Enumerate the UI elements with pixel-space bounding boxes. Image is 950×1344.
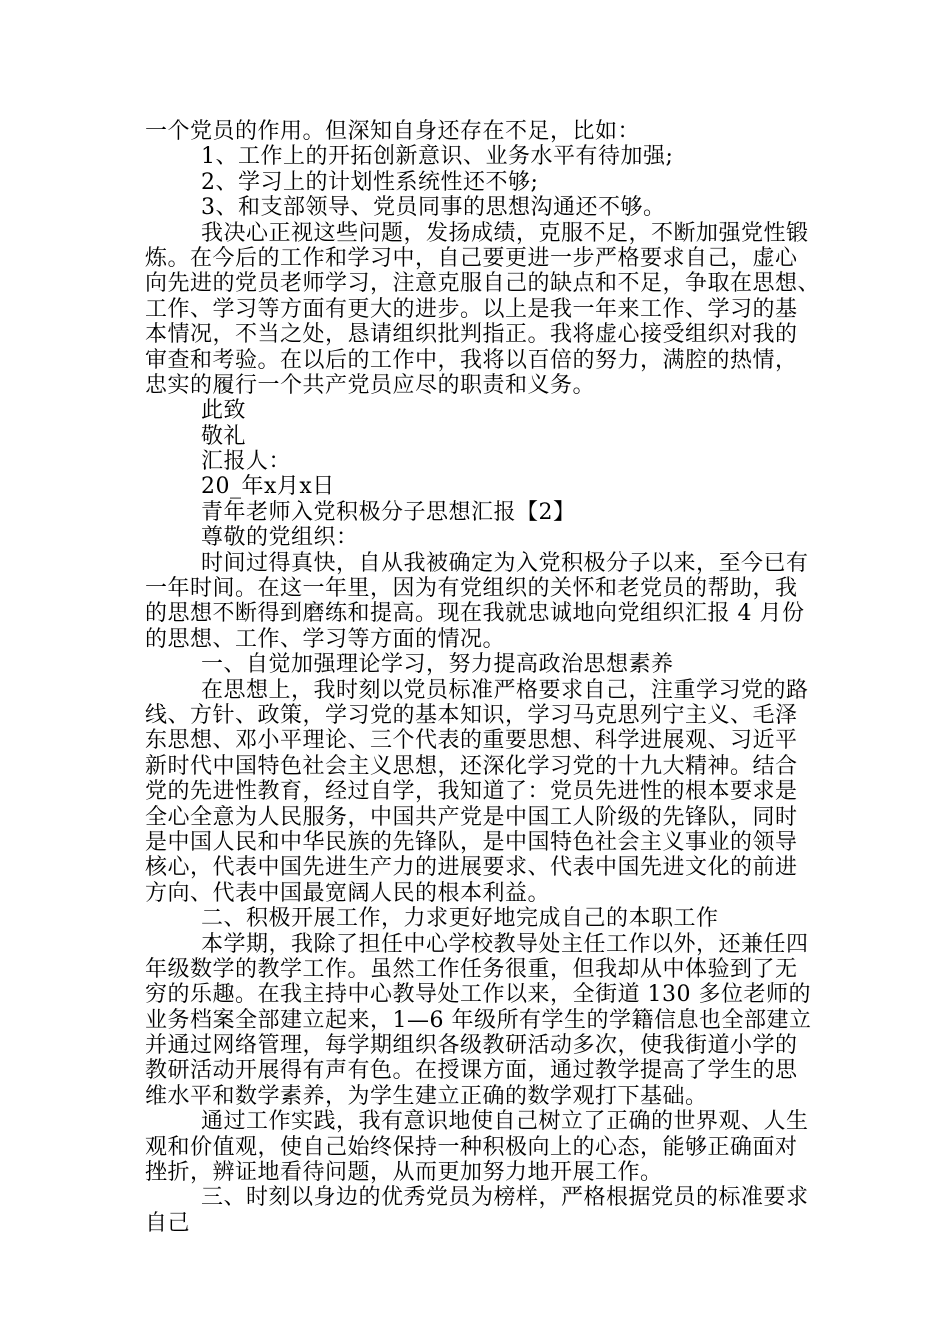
text-line: 三、时刻以身边的优秀党员为榜样，严格根据党员的标准要求 <box>201 1185 809 1211</box>
text-line: 青年老师入党积极分子思想汇报【2】 <box>201 499 576 525</box>
text-line: 本情况，不当之处，恳请组织批判指正。我将虚心接受组织对我的 <box>145 322 798 348</box>
text-line: 线、方针、政策，学习党的基本知识，学习马克思列宁主义、毛泽 <box>145 702 798 728</box>
text-line: 全心全意为人民服务，中国共产党是中国工人阶级的先锋队，同时 <box>145 804 798 830</box>
text-line: 业务档案全部建立起来，1—6 年级所有学生的学籍信息也全部建立 <box>145 1007 812 1033</box>
text-line: 20_年x月x日 <box>201 474 335 500</box>
text-line: 炼。在今后的工作和学习中，自己要更进一步严格要求自己，虚心 <box>145 245 798 271</box>
text-line: 年级数学的教学工作。虽然工作任务很重，但我却从中体验到了无 <box>145 956 798 982</box>
text-line: 本学期，我除了担任中心学校教导处主任工作以外，还兼任四 <box>201 931 809 957</box>
text-line: 二、积极开展工作，力求更好地完成自己的本职工作 <box>201 906 719 932</box>
text-line: 维水平和数学素养，为学生建立正确的数学观打下基础。 <box>145 1083 708 1109</box>
text-line: 的思想不断得到磨练和提高。现在我就忠诚地向党组织汇报 4 月份 <box>145 601 805 627</box>
text-line: 方向、代表中国最宽阔人民的根本利益。 <box>145 880 551 906</box>
text-line: 此致 <box>201 398 247 424</box>
text-line: 忠实的履行一个共产党员应尽的职责和义务。 <box>145 372 596 398</box>
text-line: 穷的乐趣。在我主持中心教导处工作以来，全街道 130 多位老师的 <box>145 982 811 1008</box>
text-line: 尊敬的党组织： <box>201 525 359 551</box>
text-line: 党的先进性教育，经过自学，我知道了：党员先进性的根本要求是 <box>145 779 798 805</box>
text-line: 敬礼 <box>201 423 247 449</box>
document-page <box>145 119 825 1236</box>
text-line: 时间过得真快，自从我被确定为入党积极分子以来，至今已有 <box>201 550 809 576</box>
text-line: 工作、学习等方面有更大的进步。以上是我一年来工作、学习的基 <box>145 296 798 322</box>
text-line: 是中国人民和中华民族的先锋队，是中国特色社会主义事业的领导 <box>145 829 798 855</box>
text-line: 审查和考验。在以后的工作中，我将以百倍的努力，满腔的热情， <box>145 347 798 373</box>
text-line: 东思想、邓小平理论、三个代表的重要思想、科学进展观、习近平 <box>145 728 798 754</box>
text-line: 在思想上，我时刻以党员标准严格要求自己，注重学习党的路 <box>201 677 809 703</box>
text-line: 观和价值观，使自己始终保持一种积极向上的心态，能够正确面对 <box>145 1134 798 1160</box>
text-line: 我决心正视这些问题，发扬成绩，克服不足，不断加强党性锻 <box>201 220 809 246</box>
text-line: 教研活动开展得有声有色。在授课方面，通过教学提高了学生的思 <box>145 1058 798 1084</box>
text-line: 1、工作上的开拓创新意识、业务水平有待加强; <box>201 144 674 170</box>
text-line: 一、自觉加强理论学习，努力提高政治思想素养 <box>201 652 674 678</box>
text-line: 的思想、工作、学习等方面的情况。 <box>145 626 506 652</box>
text-line: 2、学习上的计划性系统性还不够; <box>201 169 539 195</box>
text-line: 并通过网络管理，每学期组织各级教研活动多次，使我街道小学的 <box>145 1033 798 1059</box>
text-line: 一年时间。在这一年里，因为有党组织的关怀和老党员的帮助，我 <box>145 576 798 602</box>
text-line: 汇报人： <box>201 449 292 475</box>
text-line: 向先进的党员老师学习，注意克服自己的缺点和不足，争取在思想、 <box>145 271 821 297</box>
text-line: 核心，代表中国先进生产力的进展要求、代表中国先进文化的前进 <box>145 855 798 881</box>
text-line: 通过工作实践，我有意识地使自己树立了正确的世界观、人生 <box>201 1109 809 1135</box>
text-line: 挫折，辨证地看待问题，从而更加努力地开展工作。 <box>145 1160 663 1186</box>
text-line: 新时代中国特色社会主义思想，还深化学习党的十九大精神。结合 <box>145 753 798 779</box>
text-line: 3、和支部领导、党员同事的思想沟通还不够。 <box>201 195 666 221</box>
text-line: 自己 <box>145 1210 191 1236</box>
text-line: 一个党员的作用。但深知自身还存在不足，比如： <box>145 119 641 144</box>
